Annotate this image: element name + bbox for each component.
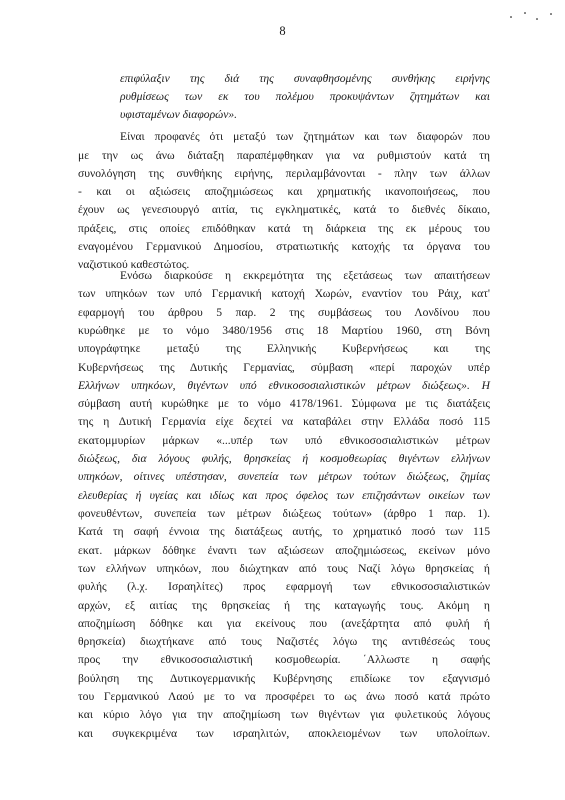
text-line: εκατ. μάρκων δόθηκε έναντι των αξιώσεων αποζημιώσεως, εκείνων μόνο bbox=[78, 544, 490, 557]
text-line: αποζημίωση δόθηκε και για εκείνους που (ανεξάρτητα από φυλή ή bbox=[78, 617, 490, 630]
text-line: ναζιστικού καθεστώτος. bbox=[78, 258, 190, 271]
page-number: 8 bbox=[279, 24, 286, 38]
text-line: αρχών, εξ αιτίας της θρησκείας ή της καταγωγής τους. Ακόμη η bbox=[78, 599, 490, 612]
text-line: της η Δυτική Γερμανία είχε δεχτεί να καταβάλει στην Ελλάδα ποσό 115 bbox=[78, 415, 490, 428]
text-line: υπηκόων, οίτινες υπέστησαν, συνεπεία των μέτρων τούτων διώξεως, ζημίας bbox=[78, 470, 490, 483]
text-line: των υπηκόων των υπό Γερμανική κατοχή Χωρών, εναντίον του Ράιχ, κατ' bbox=[78, 287, 490, 300]
text-line: πράξεις, στις οποίες επιδόθηκαν κατά τη διάρκεια της εκ μέρους του bbox=[78, 222, 490, 235]
text-line: θρησκεία) διωχτήκανε από τους Ναζιστές λόγω της αντιθέσεώς τους bbox=[78, 635, 490, 648]
text-line: φυλής (λ.χ. Ισραηλίτες) προς εφαρμογή των εθνικοσοσιαλιστικών bbox=[78, 580, 490, 593]
text-line: έχουν ως γενεσιουργό αιτία, τις εγκληματικές, κατά το διεθνές δίκαιο, bbox=[78, 203, 490, 216]
text-line: κυρώθηκε με το νόμο 3480/1956 στις 18 Μαρτίου 1960, στη Βόνη bbox=[78, 324, 490, 337]
text-line: Κυβερνήσεως της Δυτικής Γερμανίας, σύμβαση «περί παροχών υπέρ bbox=[78, 361, 490, 374]
text-line: υπογράφτηκε μεταξύ της Ελληνικής Κυβερνήσεως και της bbox=[78, 342, 490, 355]
quote-line: υφισταμένων διαφορών». bbox=[120, 108, 238, 121]
text-line: σύμβαση αυτή κυρώθηκε με το νόμο 4178/1961. Σύμφωνα με τις διατάξεις bbox=[78, 397, 490, 410]
text-line: ελευθερίας ή υγείας και ιδίως και προς όφελος των επιζησάντων οικείων των bbox=[78, 489, 490, 502]
text-line: Είναι προφανές ότι μεταξύ των ζητημάτων και των διαφορών που bbox=[120, 130, 490, 143]
text-line: Κατά τη σαφή έννοια της διατάξεως αυτής, το χρηματικό ποσό των 115 bbox=[78, 525, 490, 538]
text-line: Ενόσω διαρκούσε η εκκρεμότητα της εξετάσεως των απαιτήσεων bbox=[120, 269, 490, 282]
text-line: και συγκεκριμένα των ισραηλιτών, αποκλειομένων των υπολοίπων. bbox=[78, 727, 490, 740]
scan-artifact-dots bbox=[510, 10, 560, 22]
text-line: εναγομένου Γερμανικού Δημοσίου, στρατιωτικής κατοχής τα όργανα του bbox=[78, 240, 490, 253]
text-line: συνολόγηση της συνθήκης ειρήνης, περιλαμβάνονται - πλην των άλλων bbox=[78, 167, 490, 180]
text-line: Ελλήνων υπηκόων, θιγέντων υπό εθνικοσοσιαλιστικών μέτρων διώξεως». Η bbox=[78, 379, 490, 392]
text-line: με την ως άνω διάταξη παραπέμφθηκαν για να ρυθμιστούν κατά τη bbox=[78, 149, 490, 162]
quote-line: επιφύλαξιν της διά της συναφθησομένης συνθήκης ειρήνης bbox=[120, 72, 490, 85]
text-line: βούληση της Δυτικογερμανικής Κυβέρνησης επιδίωκε τον εξαγνισμό bbox=[78, 672, 490, 685]
text-line: των ελλήνων υπηκόων, που διώχτηκαν από τους Ναζί λόγω θρησκείας ή bbox=[78, 562, 490, 575]
text-line: εφαρμογή του άρθρου 5 παρ. 2 της συμβάσεως του Λονδίνου που bbox=[78, 306, 490, 319]
text-line: εκατομμυρίων μάρκων «...υπέρ των υπό εθνικοσοσιαλιστικών μέτρων bbox=[78, 434, 490, 447]
text-line: και κύριο λόγο για την αποζημίωση των θιγέντων για φυλετικούς λόγους bbox=[78, 708, 490, 721]
text-line: του Γερμανικού Λαού με το να προσφέρει το ως άνω ποσό κατά πρώτο bbox=[78, 690, 490, 703]
text-line: προς την εθνικοσοσιαλιστική κοσμοθεωρία. ΄Αλλωστε η σαφής bbox=[78, 653, 490, 666]
text-line: - και οι αξιώσεις αποζημιώσεως και χρηματικής ικανοποιήσεως, που bbox=[78, 185, 490, 198]
quote-line: ρυθμίσεως των εκ του πολέμου προκυψάντων ζητημάτων και bbox=[120, 90, 490, 103]
text-line: φονευθέντων, συνεπεία των μέτρων διώξεως τούτων» (άρθρο 1 παρ. 1). bbox=[78, 507, 490, 520]
text-line: διώξεως, δια λόγους φυλής, θρησκείας ή κοσμοθεωρίας θιγέντων ελλήνων bbox=[78, 452, 490, 465]
